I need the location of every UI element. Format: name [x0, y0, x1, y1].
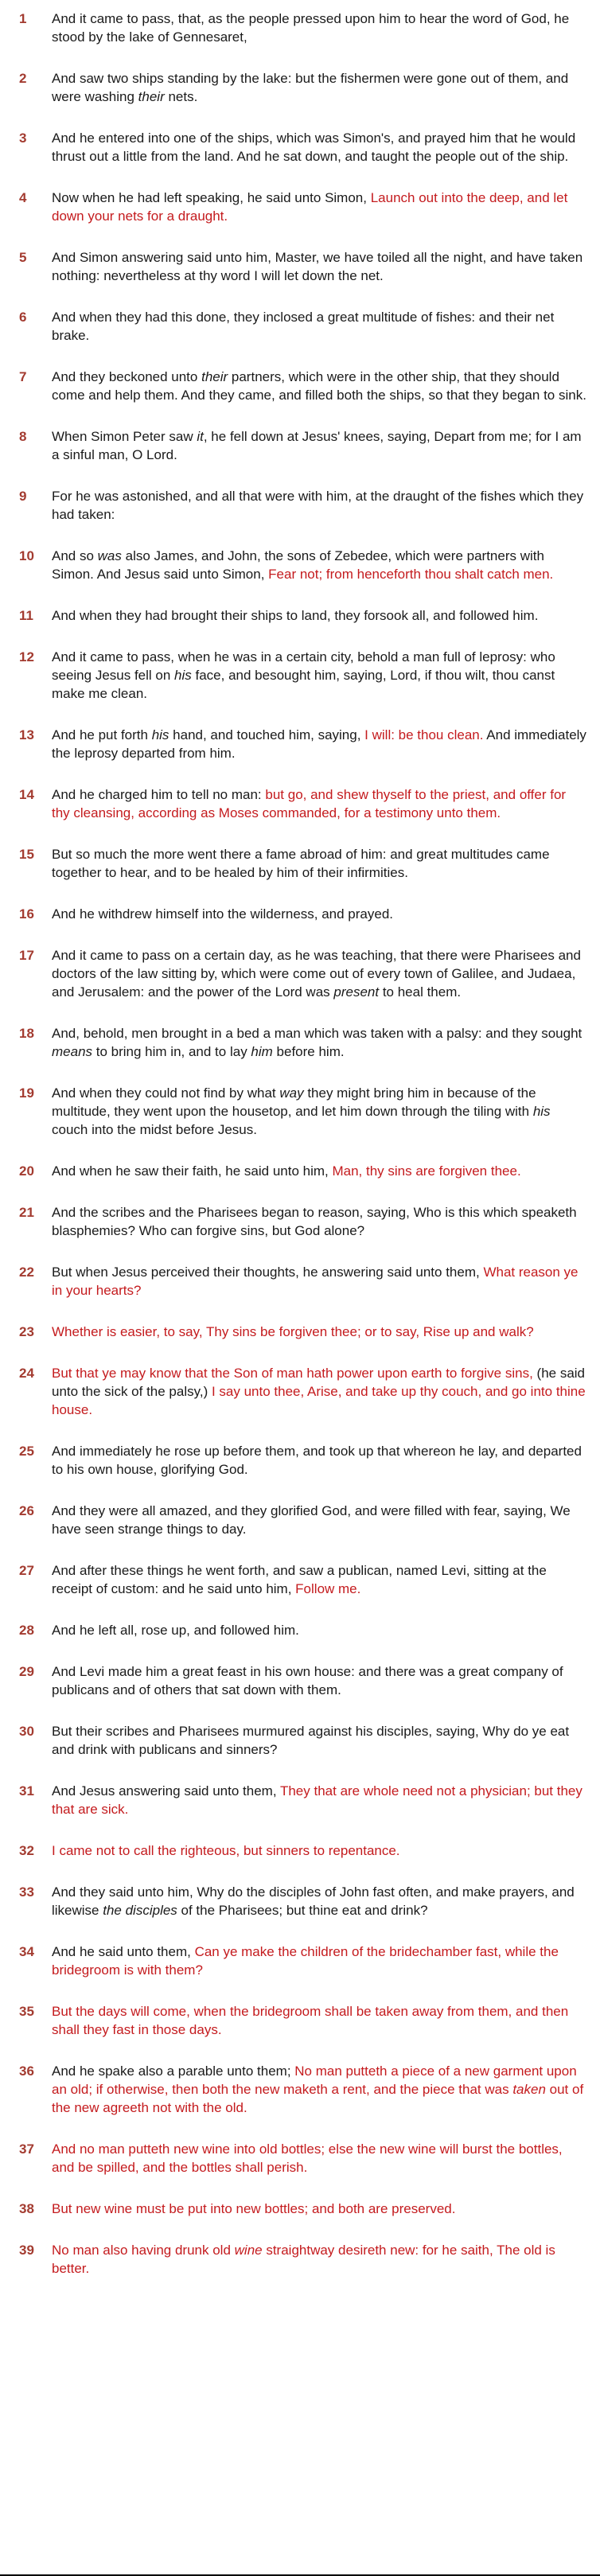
verse-row — [0, 1621, 600, 1639]
verse-text — [52, 1203, 600, 1240]
verse-number[interactable]: 16 — [19, 906, 34, 922]
verse-number[interactable]: 17 — [19, 948, 34, 963]
verse-row — [0, 1263, 600, 1300]
red-letter-text: I will: be thou clean. — [364, 727, 484, 742]
plain-text: And he entered into one of the ships, which was Simon's, and prayed him that he would thrust out a little from the land. And he sat down, and taught the people out of the ship. — [52, 131, 576, 164]
verse-text — [52, 726, 600, 762]
plain-text: Now when he had left speaking, he said unto Simon, — [52, 190, 371, 205]
verse-row — [0, 606, 600, 625]
verse-number[interactable]: 5 — [19, 250, 27, 265]
verse-text — [52, 1561, 600, 1598]
plain-text: to heal them. — [379, 984, 462, 1000]
plain-text: couch into the midst before Jesus. — [52, 1122, 257, 1137]
plain-text: And saw two ships standing by the lake: but the fishermen were gone out of them, and were washing — [52, 71, 569, 104]
verse-number[interactable]: 13 — [19, 727, 34, 742]
plain-text: And the scribes and the Pharisees began to reason, saying, Who is this which speaketh blasphemies? Who can forgive sins, but God alone? — [52, 1205, 577, 1238]
verse-number[interactable]: 11 — [19, 608, 33, 623]
red-letter-text: I say unto thee, Arise, and take up thy couch, and go into thine house. — [52, 1384, 586, 1417]
plain-text: And Simon answering said unto him, Master, we have toiled all the night, and have taken nothing: nevertheless at thy word I will let down the net. — [52, 250, 583, 283]
plain-text: And he charged him to tell no man: — [52, 787, 266, 802]
verse-text — [52, 248, 600, 285]
verse-text — [52, 1943, 600, 1979]
verse-number[interactable]: 39 — [19, 2243, 34, 2258]
verse-number[interactable]: 1 — [19, 11, 27, 26]
italic-supplied-word: him — [251, 1044, 273, 1059]
plain-text: And when they had brought their ships to land, they forsook all, and followed him. — [52, 608, 539, 623]
verse-number[interactable]: 30 — [19, 1724, 34, 1739]
verse-number[interactable]: 18 — [19, 1026, 34, 1041]
verse-number[interactable]: 37 — [19, 2141, 34, 2157]
red-letter-text: And no man putteth new wine into old bottles; else the new wine will burst the bottles, and be spilled, and the bottles shall perish. — [52, 2141, 563, 2175]
verse-text — [52, 129, 600, 166]
verse-text — [52, 547, 600, 583]
verse-text — [52, 1883, 600, 1919]
plain-text: When Simon Peter saw — [52, 429, 197, 444]
verse-text — [52, 2241, 600, 2278]
verse-text — [52, 2140, 600, 2177]
verse-row — [0, 905, 600, 923]
plain-text: nets. — [164, 89, 198, 104]
red-letter-italic-word: wine — [234, 2243, 263, 2258]
red-letter-italic-word: taken — [512, 2082, 546, 2097]
verse-row — [0, 1841, 600, 1860]
plain-text: And they were all amazed, and they glorified God, and were filled with fear, saying, We have seen strange things to day. — [52, 1503, 571, 1537]
verse-text — [52, 845, 600, 882]
verse-row — [0, 1162, 600, 1180]
verse-number[interactable]: 32 — [19, 1843, 34, 1858]
plain-text: And it came to pass on a certain day, as he was teaching, that there were Pharisees and doctors of the law sitting by, which were come out of every town of Galilee, and Judaea, and Jerusalem: and the power of the Lord was — [52, 948, 581, 1000]
red-letter-text: Launch out into the deep, and let down your nets for a draught. — [52, 190, 568, 224]
plain-text: hand, and touched him, saying, — [169, 727, 365, 742]
red-letter-text: But the days will come, when the bridegroom shall be taken away from them, and then shall they fast in those days. — [52, 2004, 569, 2037]
verse-row — [0, 946, 600, 1001]
italic-supplied-word: present — [333, 984, 380, 1000]
verse-text — [52, 2200, 600, 2218]
verse-number[interactable]: 33 — [19, 1884, 34, 1900]
plain-text: And immediately he rose up before them, and took up that whereon he lay, and departed to his own house, glorifying God. — [52, 1444, 582, 1477]
verse-number[interactable]: 8 — [19, 429, 27, 444]
verse-number[interactable]: 26 — [19, 1503, 34, 1518]
plain-text: also James, and John, the sons of Zebedee, which were partners with Simon. And Jesus said unto Simon, — [52, 548, 544, 582]
verse-text — [52, 1442, 600, 1479]
verse-text — [52, 427, 600, 464]
red-letter-text: What reason ye in your hearts? — [52, 1265, 579, 1298]
verse-text — [52, 368, 600, 404]
verse-row — [0, 2062, 600, 2117]
italic-supplied-word: it — [197, 429, 204, 444]
plain-text: And he spake also a parable unto them; — [52, 2064, 295, 2079]
verse-row — [0, 1883, 600, 1919]
verse-text — [52, 308, 600, 345]
plain-text: And when they had this done, they inclosed a great multitude of fishes: and their net brake. — [52, 310, 555, 343]
verse-row — [0, 1722, 600, 1759]
verse-number[interactable]: 34 — [19, 1944, 34, 1959]
verse-row — [0, 547, 600, 583]
verse-row — [0, 427, 600, 464]
verse-row — [0, 2241, 600, 2278]
red-letter-text: Fear not; from henceforth thou shalt catch men. — [268, 567, 554, 582]
verse-text — [52, 648, 600, 703]
plain-text: And so — [52, 548, 98, 563]
verse-number[interactable]: 28 — [19, 1623, 34, 1638]
verse-number[interactable]: 23 — [19, 1324, 34, 1339]
verse-text — [52, 1084, 600, 1139]
verse-number[interactable]: 29 — [19, 1664, 34, 1679]
verse-number[interactable]: 9 — [19, 489, 27, 504]
red-letter-text: But new wine must be put into new bottles; and both are preserved. — [52, 2201, 456, 2216]
verse-row — [0, 1084, 600, 1139]
verse-text — [52, 1722, 600, 1759]
plain-text: But when Jesus perceived their thoughts, he answering said unto them, — [52, 1265, 484, 1280]
plain-text: And he withdrew himself into the wilderness, and prayed. — [52, 906, 394, 922]
red-letter-text: No man putteth a piece of a new garment upon an old; if otherwise, then both the new maketh a rent, and the piece that was — [52, 2064, 577, 2097]
italic-supplied-word: the disciples — [103, 1903, 177, 1918]
verse-row — [0, 2200, 600, 2218]
italic-supplied-word: means — [52, 1044, 93, 1059]
verse-text — [52, 1621, 600, 1639]
verse-row — [0, 1323, 600, 1341]
plain-text: partners, which were in the other ship, that they should come and help them. And they came, and filled both the ships, so that they began to sink. — [52, 369, 586, 403]
red-letter-text: Follow me. — [295, 1581, 361, 1596]
plain-text: to bring him in, and to lay — [92, 1044, 251, 1059]
verse-text — [52, 905, 600, 923]
verse-number[interactable]: 7 — [19, 369, 27, 384]
verse-row — [0, 308, 600, 345]
verse-row — [0, 1364, 600, 1419]
plain-text: they might bring him in because of the multitude, they went upon the housetop, and let him down through the tiling with — [52, 1085, 536, 1119]
red-letter-text: No man also having drunk old — [52, 2243, 235, 2258]
verse-text — [52, 487, 600, 524]
plain-text: And Levi made him a great feast in his own house: and there was a great company of publicans and of others that sat down with them. — [52, 1664, 563, 1697]
verse-number[interactable]: 2 — [19, 71, 27, 86]
verse-text — [52, 69, 600, 106]
verse-number[interactable]: 6 — [19, 310, 27, 325]
plain-text: face, and besought him, saying, Lord, if thou wilt, thou canst make me clean. — [52, 668, 555, 701]
plain-text: But their scribes and Pharisees murmured against his disciples, saying, Why do ye eat and drink with publicans and sinners? — [52, 1724, 570, 1757]
verse-text — [52, 1323, 600, 1341]
verse-row — [0, 1502, 600, 1538]
verse-number[interactable]: 12 — [19, 649, 34, 664]
verse-row — [0, 1024, 600, 1061]
plain-text: And when he saw their faith, he said unto him, — [52, 1163, 333, 1179]
plain-text: And he left all, rose up, and followed him. — [52, 1623, 299, 1638]
verse-number[interactable]: 10 — [19, 548, 34, 563]
verse-row — [0, 248, 600, 285]
verse-row — [0, 487, 600, 524]
verse-row — [0, 1561, 600, 1598]
verse-row — [0, 1203, 600, 1240]
plain-text: And it came to pass, when he was in a certain city, behold a man full of leprosy: who seeing Jesus fell on — [52, 649, 555, 683]
verse-text — [52, 10, 600, 46]
red-letter-text: Whether is easier, to say, Thy sins be forgiven thee; or to say, Rise up and walk? — [52, 1324, 534, 1339]
italic-supplied-word: his — [151, 727, 169, 742]
verse-row — [0, 1943, 600, 1979]
verse-row — [0, 2002, 600, 2039]
plain-text: And, behold, men brought in a bed a man which was taken with a palsy: and they sought — [52, 1026, 582, 1041]
verse-text — [52, 2002, 600, 2039]
verse-number[interactable]: 25 — [19, 1444, 34, 1459]
red-letter-text: They that are whole need not a physician; but they that are sick. — [52, 1783, 582, 1817]
plain-text: And after these things he went forth, and saw a publican, named Levi, sitting at the receipt of custom: and he said unto him, — [52, 1563, 547, 1596]
verse-number[interactable]: 24 — [19, 1366, 34, 1381]
verse-row — [0, 1782, 600, 1818]
plain-text: And he put forth — [52, 727, 152, 742]
italic-supplied-word: his — [174, 668, 192, 683]
plain-text: And Jesus answering said unto them, — [52, 1783, 280, 1799]
verse-row — [0, 845, 600, 882]
verse-number[interactable]: 21 — [19, 1205, 34, 1220]
verse-row — [0, 1442, 600, 1479]
verse-number[interactable]: 15 — [19, 847, 34, 862]
red-letter-text: But that ye may know that the Son of man hath power upon earth to forgive sins, — [52, 1366, 537, 1381]
verse-number[interactable]: 31 — [19, 1783, 34, 1799]
plain-text: of the Pharisees; but thine eat and drink? — [177, 1903, 428, 1918]
italic-supplied-word: was — [97, 548, 122, 563]
verse-number[interactable]: 14 — [19, 787, 34, 802]
verse-number[interactable]: 19 — [19, 1085, 34, 1101]
plain-text: And immediately the leprosy departed from him. — [52, 727, 586, 761]
verse-text — [52, 189, 600, 225]
plain-text: And he said unto them, — [52, 1944, 195, 1959]
plain-text: , he fell down at Jesus' knees, saying, Depart from me; for I am a sinful man, O Lord. — [52, 429, 582, 462]
italic-supplied-word: their — [138, 89, 165, 104]
plain-text: And they beckoned unto — [52, 369, 202, 384]
verse-text — [52, 1263, 600, 1300]
plain-text: And when they could not find by what — [52, 1085, 280, 1101]
verse-row — [0, 129, 600, 166]
verse-text — [52, 1782, 600, 1818]
verse-text — [52, 2062, 600, 2117]
verse-number[interactable]: 22 — [19, 1265, 34, 1280]
italic-supplied-word: his — [532, 1104, 551, 1119]
verse-text — [52, 1502, 600, 1538]
plain-text: before him. — [272, 1044, 345, 1059]
italic-supplied-word: way — [279, 1085, 304, 1101]
verse-row — [0, 1662, 600, 1699]
plain-text: (he said unto the sick of the palsy,) — [52, 1366, 586, 1399]
plain-text: But so much the more went there a fame abroad of him: and great multitudes came together to hear, and to be healed by him of their infirmities. — [52, 847, 550, 880]
red-letter-text: but go, and shew thyself to the priest, and offer for thy cleansing, according as Moses commanded, for a testimony unto them. — [52, 787, 567, 820]
verse-row — [0, 368, 600, 404]
verse-row — [0, 10, 600, 46]
plain-text: And they said unto him, Why do the disciples of John fast often, and make prayers, and likewise — [52, 1884, 575, 1918]
verse-number[interactable]: 38 — [19, 2201, 34, 2216]
verse-text — [52, 946, 600, 1001]
verse-row — [0, 785, 600, 822]
verse-row — [0, 189, 600, 225]
red-letter-text: out of the new agreeth not with the old. — [52, 2082, 584, 2115]
verse-text — [52, 1162, 600, 1180]
verse-row — [0, 648, 600, 703]
verse-text — [52, 1024, 600, 1061]
verse-text — [52, 606, 600, 625]
verse-row — [0, 726, 600, 762]
plain-text: For he was astonished, and all that were with him, at the draught of the fishes which they had taken: — [52, 489, 584, 522]
verse-row — [0, 69, 600, 106]
verse-text — [52, 1364, 600, 1419]
red-letter-text: I came not to call the righteous, but sinners to repentance. — [52, 1843, 400, 1858]
verse-text — [52, 1662, 600, 1699]
red-letter-text: Can ye make the children of the bridechamber fast, while the bridegroom is with them? — [52, 1944, 559, 1978]
verse-text — [52, 785, 600, 822]
verse-number[interactable]: 27 — [19, 1563, 34, 1578]
verse-number[interactable]: 4 — [19, 190, 27, 205]
verse-number[interactable]: 35 — [19, 2004, 34, 2019]
verse-text — [52, 1841, 600, 1860]
verse-number[interactable]: 3 — [19, 131, 27, 146]
verse-number[interactable]: 36 — [19, 2064, 34, 2079]
red-letter-text: Man, thy sins are forgiven thee. — [332, 1163, 521, 1179]
red-letter-text: straightway desireth new: for he saith, The old is better. — [52, 2243, 555, 2276]
verse-number[interactable]: 20 — [19, 1163, 34, 1179]
italic-supplied-word: their — [201, 369, 228, 384]
verse-row — [0, 2140, 600, 2177]
plain-text: And it came to pass, that, as the people pressed upon him to hear the word of God, he stood by the lake of Gennesaret, — [52, 11, 570, 45]
